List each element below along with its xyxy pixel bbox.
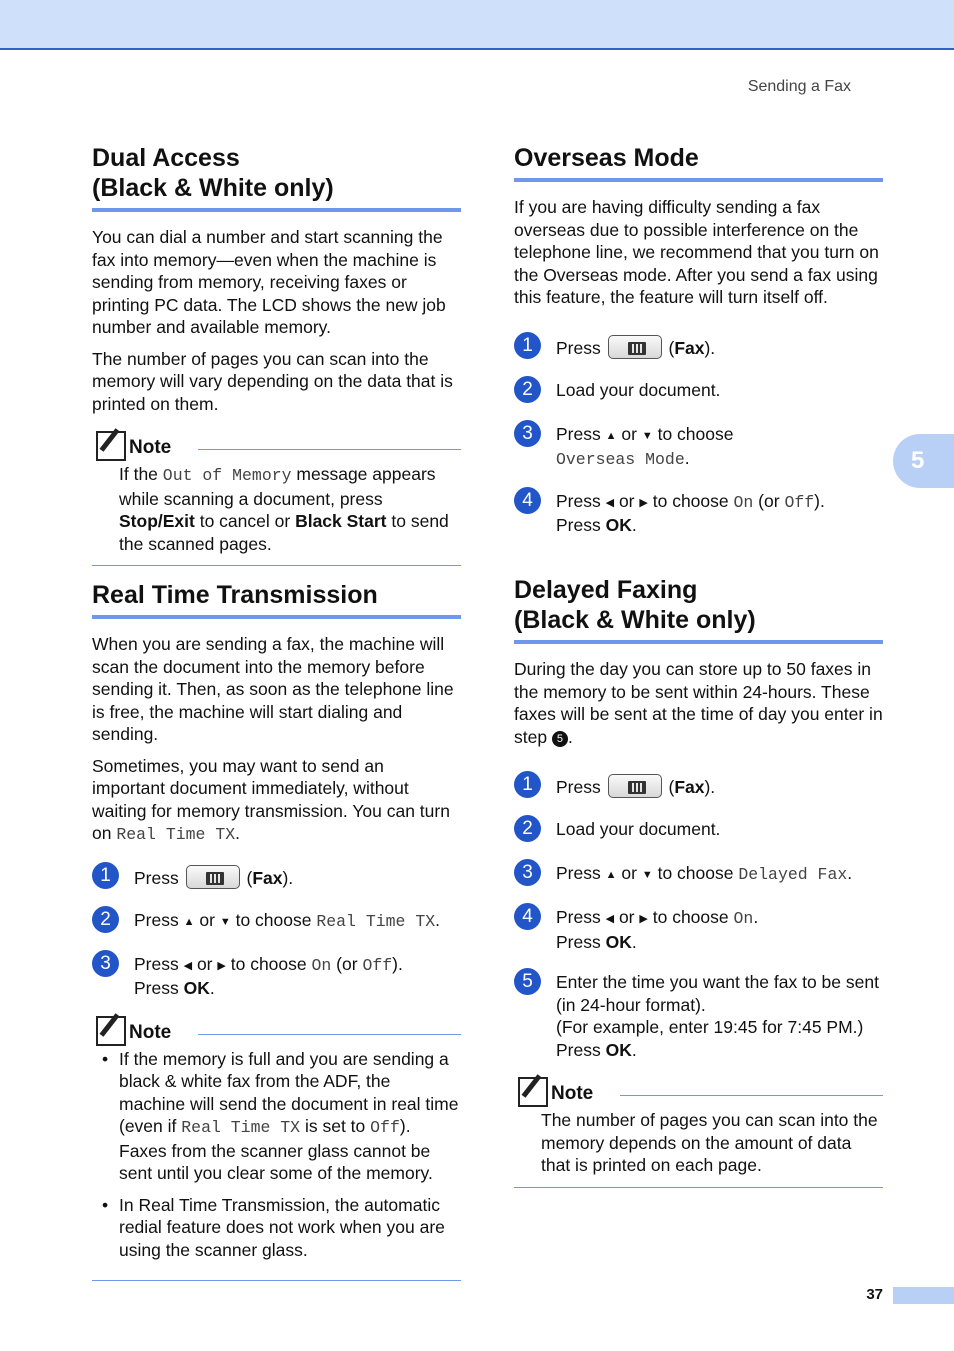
step-text: to choose	[235, 909, 312, 930]
fax-label: Fax	[674, 337, 705, 358]
step-text: Press	[134, 867, 179, 888]
down-arrow-icon: ▼	[641, 429, 653, 442]
step: 5 Enter the time you want the fax to be sent (in 24-hour format). (For example, enter 19:45 for 7:45 PM.) Press OK.	[514, 971, 883, 1061]
note-header	[92, 431, 461, 463]
step-text: Press	[556, 931, 601, 952]
note-bullet-list	[119, 1048, 461, 1262]
paragraph-text: During the day you can store up to 50 faxes in the memory to be sent within 24-hours. These faxes will be sent at the time of day you enter in step	[514, 659, 883, 747]
step-text: or	[618, 490, 635, 511]
step-number: 1	[514, 771, 541, 798]
fax-button-icon	[186, 865, 240, 889]
right-arrow-icon: ▶	[639, 913, 648, 925]
right-arrow-icon: ▶	[217, 959, 226, 972]
note-rule	[198, 1034, 461, 1035]
step: 3 Press ▲ or ▼ to choose Overseas Mode.	[514, 423, 883, 472]
paragraph: During the day you can store up to 50 faxes in the memory to be sent within 24-hours. These faxes will be sent at the time of day you enter in step 5 .	[514, 659, 883, 747]
key-stop-exit: Stop/Exit	[119, 511, 195, 531]
heading-delayed	[514, 575, 883, 644]
step-number: 1	[92, 862, 119, 889]
step-number: 2	[92, 906, 119, 933]
fax-button-icon	[608, 774, 662, 798]
lcd-text: Off	[362, 955, 393, 975]
paragraph: When you are sending a fax, the machine will scan the document into the memory before sending it. Then, as soon as the telephone line is free, the machine will start dialing and sending.	[92, 634, 454, 744]
step: 3 Press ▲ or ▼ to choose Delayed Fax.	[514, 862, 883, 888]
heading-line1: Dual Access	[92, 144, 240, 172]
paragraph: Sometimes, you may want to send an important document immediately, without waiting for memory transmission. You can turn on Real Time TX.	[92, 755, 450, 844]
step-text: to choose	[652, 907, 729, 927]
note-body: The number of pages you can scan into the memory depends on the amount of data that is printed on each page.	[541, 1110, 878, 1175]
fax-label: Fax	[674, 777, 705, 797]
step: 2 Press ▲ or ▼ to choose Real Time TX.	[92, 909, 461, 935]
lcd-text: Real Time TX	[181, 1118, 301, 1137]
step	[514, 818, 883, 844]
running-header: Sending a Fax	[747, 78, 851, 95]
step-number: 4	[514, 487, 541, 514]
step-text: Press	[556, 515, 601, 535]
step-list	[514, 335, 883, 537]
step: 1 Press (Fax).	[514, 335, 883, 361]
down-arrow-icon: ▼	[219, 915, 231, 928]
note-rule	[620, 1095, 883, 1096]
note-body	[92, 463, 461, 555]
step-number: 3	[514, 859, 541, 886]
paragraph: If you are having difficulty sending a fax overseas due to possible interference on the telephone line, we recommend that you turn on the Overseas mode. After you send a fax using this feature, the feature will turn itself off.	[514, 197, 879, 307]
right-arrow-icon: ▶	[639, 496, 648, 509]
step-text: Press	[556, 777, 601, 797]
step-number: 3	[92, 950, 119, 977]
step-reference: 5	[552, 731, 568, 747]
key-ok: OK	[605, 931, 632, 952]
note-text: If the memory is full and you are sending a black & white fax from the ADF, the machine will send the document in real time (even if	[119, 1048, 459, 1136]
left-arrow-icon: ◀	[605, 496, 615, 509]
note-pencil-icon	[518, 1077, 548, 1107]
lcd-text: Off	[784, 492, 815, 512]
step-text: Press	[556, 423, 601, 444]
step-number: 5	[514, 968, 541, 995]
step-text: to choose	[657, 863, 734, 883]
section-delayed	[514, 575, 883, 1188]
top-header-bar	[0, 0, 954, 50]
up-arrow-icon: ▲	[605, 429, 617, 442]
step-list	[92, 865, 461, 1000]
note-bullet	[119, 1048, 461, 1185]
lcd-text: On	[311, 955, 332, 975]
section-overseas	[514, 143, 883, 555]
page-number: 37	[866, 1286, 883, 1303]
note-text: If the	[119, 464, 158, 484]
paragraph: The number of pages you can scan into the memory will vary depending on the data that is printed on them.	[92, 348, 453, 414]
step: 1 Press (Fax).	[92, 865, 461, 891]
step: 3 Press ◀ or ▶ to choose On (or Off). Press OK.	[92, 953, 461, 1000]
note-text: message appears while scanning a document, press	[119, 464, 436, 509]
heading-line2: (Black & White only)	[514, 606, 756, 634]
key-ok: OK	[183, 978, 210, 998]
step-text: or	[196, 953, 213, 974]
step-text: Press	[556, 863, 601, 883]
paragraph-text: Sometimes, you may want to send an important document immediately, without waiting for memory transmission. You can turn on	[92, 755, 450, 843]
lcd-text: Out of Memory	[162, 466, 292, 485]
heading-overseas: Overseas Mode	[514, 143, 883, 182]
step-number: 3	[514, 420, 541, 447]
step-text: or	[199, 909, 215, 930]
step-text: Press	[134, 909, 179, 930]
left-arrow-icon: ◀	[605, 913, 615, 925]
step-text: Press	[556, 907, 601, 927]
chapter-tab	[893, 434, 954, 488]
step-text: Load your document.	[556, 379, 721, 400]
step: 4 Press ◀ or ▶ to choose On (or Off). Press OK.	[514, 490, 883, 537]
step-text: or	[621, 863, 637, 883]
step-number: 2	[514, 815, 541, 842]
lcd-text: On	[733, 909, 754, 928]
step: 4 Press ◀ or ▶ to choose On. Press OK.	[514, 906, 883, 953]
note-rule	[198, 449, 461, 450]
note-title: Note	[129, 1021, 172, 1043]
note-text: to send the scanned pages.	[119, 511, 449, 554]
key-ok: OK	[605, 1039, 632, 1060]
page-number-bar	[893, 1287, 954, 1304]
step-text: Load your document.	[556, 819, 721, 839]
step-text: Press	[134, 978, 179, 998]
note-pencil-icon	[96, 1016, 126, 1046]
note-text: ). Faxes from the scanner glass cannot be sent until you clear some of the memory.	[119, 1116, 433, 1183]
step-number: 2	[514, 376, 541, 403]
down-arrow-icon: ▼	[641, 869, 653, 881]
key-ok: OK	[605, 515, 632, 535]
heading-dual-access	[92, 143, 461, 212]
step-text: Press	[556, 1039, 601, 1060]
note-body	[92, 1048, 461, 1262]
step-text: or	[621, 423, 637, 444]
heading-line1: Delayed Faxing	[514, 576, 698, 604]
note-pencil-icon	[96, 431, 126, 461]
heading-line2: (Black & White only)	[92, 174, 334, 202]
note-box	[92, 431, 461, 566]
chapter-number: 5	[911, 447, 925, 474]
step-number: 4	[514, 903, 541, 930]
lcd-text: Real Time TX	[116, 825, 236, 844]
key-black-start: Black Start	[295, 511, 387, 531]
step-text: Press	[556, 490, 601, 511]
step	[514, 379, 883, 405]
fax-button-icon	[608, 335, 662, 359]
paragraph: You can dial a number and start scanning the fax into memory—even when the machine is sending from memory, receiving faxes or printing PC data. The LCD shows the new job number and available memory.	[92, 227, 446, 337]
note-header	[514, 1077, 883, 1109]
step-text: Press	[556, 337, 601, 358]
note-header	[92, 1016, 461, 1048]
step-text: to choose	[652, 490, 729, 511]
step-number: 1	[514, 332, 541, 359]
note-title: Note	[551, 1083, 594, 1104]
note-bullet: • In Real Time Transmission, the automatic redial feature does not work when you are using the scanner glass.	[119, 1194, 461, 1262]
step-text: to choose	[657, 423, 734, 444]
up-arrow-icon: ▲	[605, 869, 617, 881]
note-text: is set to	[304, 1116, 366, 1136]
lcd-text: Delayed Fax	[738, 865, 848, 884]
lcd-text: Overseas Mode	[556, 450, 685, 469]
fax-label: Fax	[252, 867, 283, 888]
left-arrow-icon: ◀	[183, 959, 193, 972]
step: 1 Press (Fax).	[514, 774, 883, 800]
note-title: Note	[129, 437, 172, 458]
step-text: Press	[134, 953, 179, 974]
step-text: to choose	[230, 953, 307, 974]
note-text: to cancel or	[199, 511, 291, 531]
heading-real-time: Real Time Transmission	[92, 580, 461, 619]
step-text: Enter the time you want the fax to be sent (in 24-hour format).	[556, 972, 879, 1015]
lcd-text: On	[733, 492, 754, 512]
step-text: (For example, enter 19:45 for 7:45 PM.)	[556, 1017, 864, 1037]
section-dual-access	[92, 143, 461, 566]
lcd-text: Real Time TX	[316, 911, 436, 931]
note-box	[92, 1016, 461, 1282]
note-box	[514, 1077, 883, 1188]
lcd-text: Off	[370, 1118, 400, 1137]
up-arrow-icon: ▲	[183, 915, 195, 928]
step-list	[514, 774, 883, 1061]
section-real-time	[92, 580, 461, 1281]
step-text: or	[618, 907, 635, 927]
